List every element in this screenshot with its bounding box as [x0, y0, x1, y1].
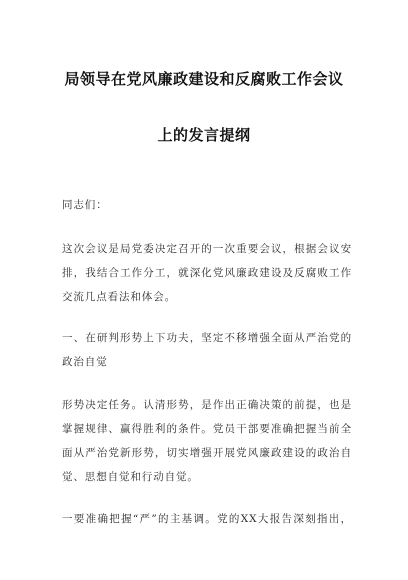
paragraph-3-line: 一要准确把握“严”的主基调。党的XX大报告深刻指出， — [62, 513, 352, 525]
paragraph-2-line: 面从严治党新形势，切实增强开展党风廉政建设的政治自 — [62, 447, 352, 459]
section-heading-line: 政治自觉 — [62, 356, 108, 368]
section-heading-line: 一、在研判形势上下功夫，坚定不移增强全面从严治党的 — [62, 332, 352, 344]
paragraph-1-line: 这次会议是局党委决定召开的一次重要会议，根据会议安 — [62, 243, 352, 255]
salutation: 同志们： — [62, 199, 108, 211]
paragraph-2-line: 形势决定任务。认清形势，是作出正确决策的前提，也是 — [62, 399, 352, 411]
paragraph-1-line: 排，我结合工作分工，就深化党风廉政建设及反腐败工作 — [62, 267, 352, 279]
paragraph-2-line: 掌握规律、赢得胜利的条件。党员干部要准确把握当前全 — [62, 423, 352, 435]
paragraph-1-line: 交流几点看法和体会。 — [62, 291, 176, 303]
paragraph-2-line: 觉、思想自觉和行动自觉。 — [62, 471, 199, 483]
document-title-line-1: 局领导在党风廉政建设和反腐败工作会议 — [64, 70, 344, 88]
document-title-line-2: 上的发言提纲 — [157, 126, 251, 144]
